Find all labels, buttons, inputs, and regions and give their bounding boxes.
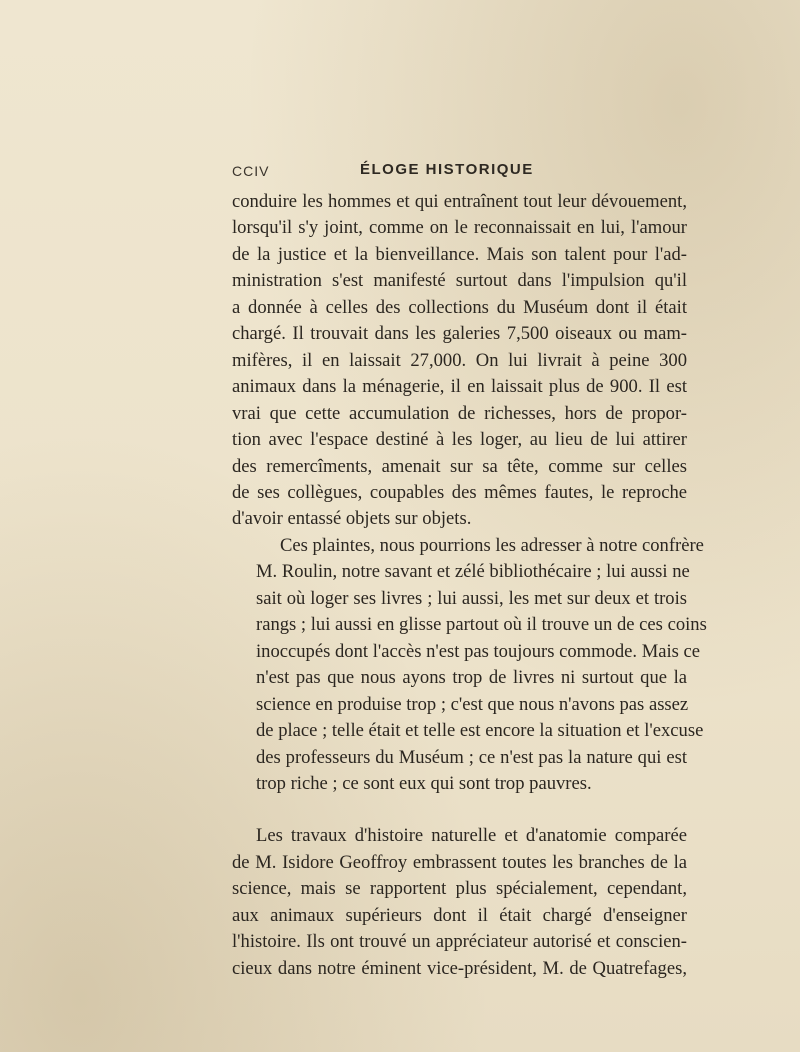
text-line: chargé. Il trouvait dans les galeries 7,500 oiseaux ou mam- [232,323,687,345]
text-line: de M. Isidore Geoffroy embrassent toutes les branches de la [232,851,687,873]
text-line: science en produise trop ; c'est que nous n'avons pas assez [256,693,689,715]
text-line: inoccupés dont l'accès n'est pas toujours commode. Mais ce [256,640,701,662]
text-line: Les travaux d'histoire naturelle et d'anatomie comparée [256,825,687,847]
text-line: trop riche ; ce sont eux qui sont trop pauvres. [256,772,592,794]
text-line: tion avec l'espace destiné à les loger, au lieu de lui attirer [232,429,687,451]
text-line: d'avoir entassé objets sur objets. [232,508,472,530]
text-line: de la justice et la bienveillance. Mais son talent pour l'ad- [232,243,687,265]
text-line: l'histoire. Ils ont trouvé un appréciateur autorisé et conscien- [232,931,687,953]
running-title: ÉLOGE HISTORIQUE [360,161,534,178]
text-line: aux animaux supérieurs dont il était chargé d'enseigner [232,904,687,926]
text-line: a donnée à celles des collections du Muséum dont il était [232,296,687,318]
paragraph-2 [232,533,707,798]
text-line: vrai que cette accumulation de richesses, hors de propor- [232,402,687,424]
text-line: des remercîments, amenait sur sa tête, comme sur celles [232,455,687,477]
text-line: M. Roulin, notre savant et zélé bibliothécaire ; lui aussi ne [256,561,690,583]
paragraph-3 [232,823,687,982]
text-line: cieux dans notre éminent vice-président, M. de Quatrefages, [232,957,687,979]
text-line: sait où loger ses livres ; lui aussi, les met sur deux et trois [256,587,687,609]
body-text [232,189,707,982]
text-line: lorsqu'il s'y joint, comme on le reconnaissait en lui, l'amour [232,217,687,239]
text-line: n'est pas que nous ayons trop de livres ni surtout que la [256,667,687,689]
text-line: conduire les hommes et qui entraînent tout leur dévouement, [232,191,687,212]
page-number: CCIV [232,163,270,179]
text-line: ministration s'est manifesté surtout dans l'impulsion qu'il [232,270,687,292]
text-line: de place ; telle était et telle est encore la situation et l'excuse [256,720,704,742]
text-line: animaux dans la ménagerie, il en laissait plus de 900. Il est [232,376,687,398]
section-break [232,797,687,823]
text-line: des professeurs du Muséum ; ce n'est pas la nature qui est [256,746,687,768]
text-line: science, mais se rapportent plus spécialement, cependant, [232,878,687,900]
text-line: de ses collègues, coupables des mêmes fautes, le reproche [232,481,687,503]
paragraph-1 [232,189,687,533]
text-line: rangs ; lui aussi en glisse partout où il trouve un de ces coins [256,614,707,636]
text-line: mifères, il en laissait 27,000. On lui livrait à peine 300 [232,349,687,371]
text-line: Ces plaintes, nous pourrions les adresser à notre confrère [280,534,704,556]
page-header [232,163,687,185]
